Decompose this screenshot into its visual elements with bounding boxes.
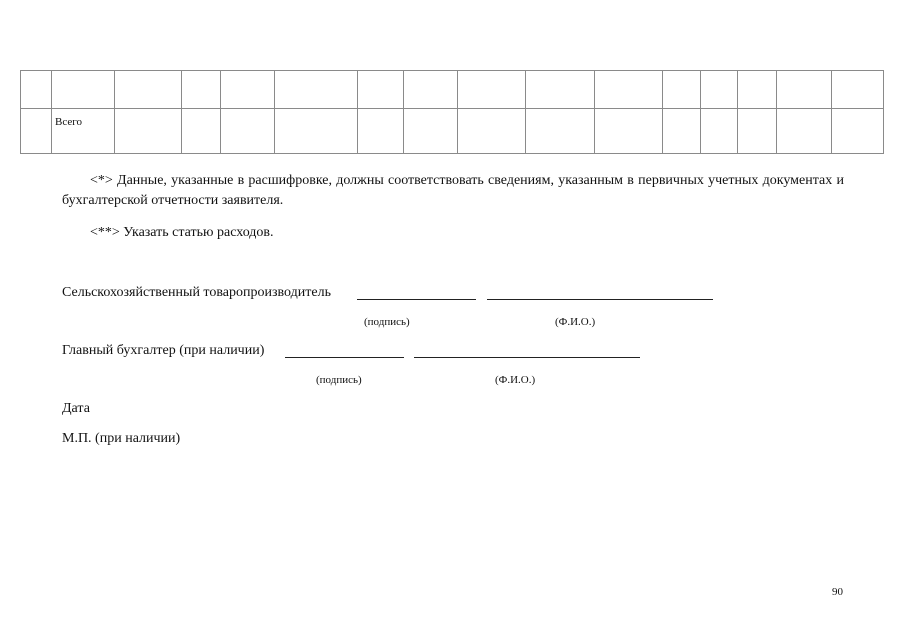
table-cell [21, 109, 52, 154]
table-cell [832, 109, 884, 154]
table-cell [21, 71, 52, 109]
table-cell [275, 109, 358, 154]
table-cell [115, 71, 182, 109]
footnote-data [62, 171, 844, 211]
accountant-label: Главный бухгалтер (при наличии) [62, 343, 265, 358]
table-cell [663, 71, 701, 109]
table-cell [458, 109, 526, 154]
producer-name-line [487, 285, 713, 300]
table-cell [358, 109, 404, 154]
table-cell [182, 71, 221, 109]
table-cell [701, 71, 738, 109]
stamp-label: М.П. (при наличии) [62, 431, 181, 446]
accountant-name-caption: (Ф.И.О.) [495, 374, 536, 386]
table-cell [115, 109, 182, 154]
table-cell [182, 109, 221, 154]
page-number: 90 [832, 586, 843, 598]
table-cell [275, 71, 358, 109]
table-cell [832, 71, 884, 109]
date-label: Дата [62, 401, 90, 416]
footnote-data-text: <*> Данные, указанные в расшифровке, должны соответствовать сведениям, указанным в первичных учетных документах и бухгалтерской отчетности заявителя. [62, 173, 844, 208]
table-cell [595, 109, 663, 154]
accountant-sign-caption: (подпись) [316, 374, 362, 386]
table-cell [458, 71, 526, 109]
table-cell [738, 109, 777, 154]
table-cell [526, 109, 595, 154]
table-cell [663, 109, 701, 154]
table-cell [777, 71, 832, 109]
table-cell [595, 71, 663, 109]
table-cell [52, 71, 115, 109]
producer-sign-caption: (подпись) [364, 316, 410, 328]
table-cell [221, 109, 275, 154]
table-cell [777, 109, 832, 154]
expense-table [20, 70, 884, 154]
table-row [21, 71, 884, 109]
producer-name-caption: (Ф.И.О.) [555, 316, 596, 328]
table-cell [404, 71, 458, 109]
table-cell [404, 109, 458, 154]
footnote-expense-text: <**> Указать статью расходов. [90, 225, 274, 240]
table-cell [738, 71, 777, 109]
table-total-row [21, 109, 884, 154]
footnote-expense [62, 223, 844, 243]
accountant-signature-line [285, 343, 404, 358]
table-cell [221, 71, 275, 109]
table-cell [358, 71, 404, 109]
table-cell [701, 109, 738, 154]
accountant-name-line [414, 343, 640, 358]
total-label: Всего [52, 109, 115, 154]
table-cell [526, 71, 595, 109]
producer-label: Сельскохозяйственный товаропроизводитель [62, 285, 331, 300]
producer-signature-line [357, 285, 476, 300]
